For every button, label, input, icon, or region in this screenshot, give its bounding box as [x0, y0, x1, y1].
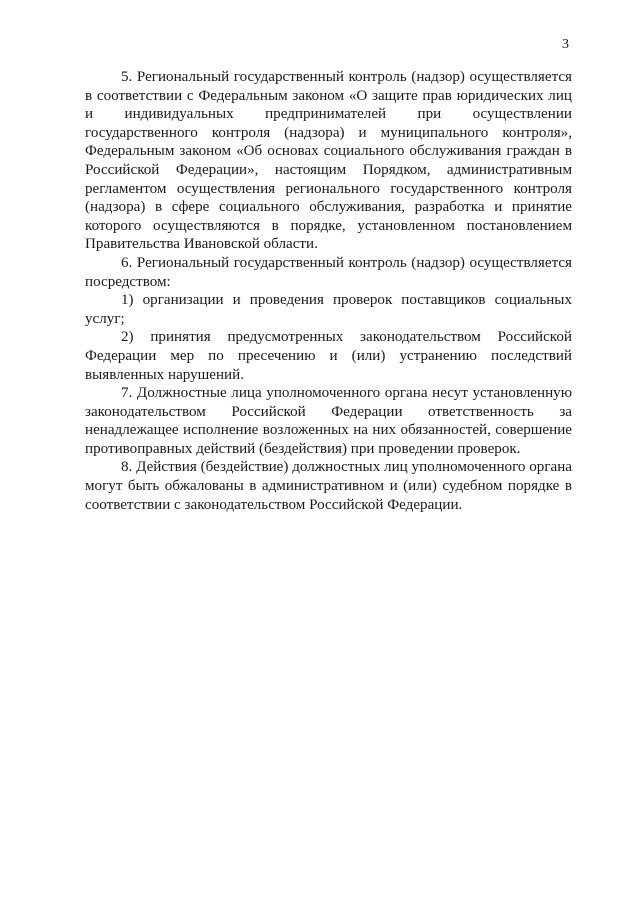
- paragraph-8-appeals: 8. Действия (бездействие) должностных лиц уполномоченного органа могут быть обжалованы в административном и (или) судебном порядке в соответствии с законодательством Российской Федерации.: [85, 459, 572, 513]
- paragraph-7-responsibility: 7. Должностные лица уполномоченного органа несут установленную законодательством Российской Федерации ответственность за ненадлежащее исполнение возложенных на них обязанностей, совершение противоправных действий (бездействия) при проведении проверок.: [85, 385, 572, 457]
- paragraph-5-legal-basis: 5. Региональный государственный контроль (надзор) осуществляется в соответствии с Федеральным законом «О защите прав юридических лиц и индивидуальных предпринимателей при осуществлении государственного контроля (надзора) и муниципального контроля», Федеральным законом «Об основах социального обслуживания граждан в Российской Федерации», настоящим Порядком, административным регламентом осуществления регионального государственного контроля (надзора) в сфере социального обслуживания, разработка и принятие которого осуществляются в порядке, установленном постановлением Правительства Ивановской области.: [85, 69, 572, 253]
- paragraph-6-item-2: 2) принятия предусмотренных законодательством Российской Федерации мер по пресечению и (или) устранению последствий выявленных нарушений.: [85, 329, 572, 383]
- document-body: [85, 68, 572, 514]
- page-number: 3: [562, 37, 569, 52]
- paragraph-6-means-intro: 6. Региональный государственный контроль (надзор) осуществляется посредством:: [85, 254, 572, 290]
- paragraph-6-item-1: 1) организации и проведения проверок поставщиков социальных услуг;: [85, 292, 572, 327]
